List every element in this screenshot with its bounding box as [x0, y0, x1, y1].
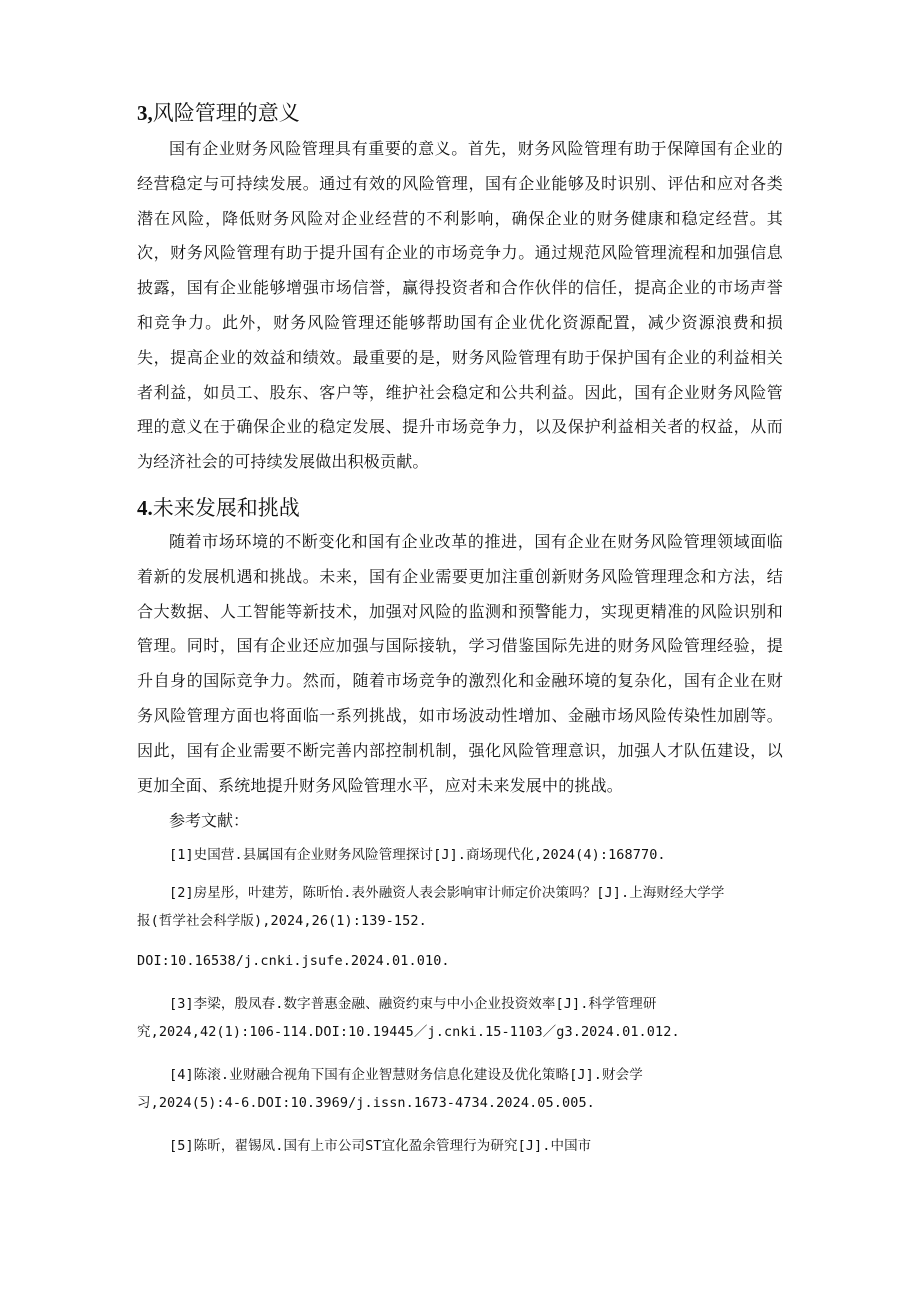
section-3-number: 3,	[137, 101, 153, 125]
reference-3-line1: [3]李梁，殷凤春.数字普惠金融、融资约束与中小企业投资效率[J].科学管理研	[169, 996, 657, 1013]
reference-3	[137, 990, 783, 1046]
section-4-heading	[137, 493, 783, 523]
section-4-paragraph: 随着市场环境的不断变化和国有企业改革的推进，国有企业在财务风险管理领域面临着新的发展机遇和挑战。未来，国有企业需要更加注重创新财务风险管理理念和方法，结合大数据、人工智能等新技术，加强对风险的监测和预警能力，实现更精准的风险识别和管理。同时，国有企业还应加强与国际接轨，学习借鉴国际先进的财务风险管理经验，提升自身的国际竞争力。然而，随着市场竞争的激烈化和金融环境的复杂化，国有企业在财务风险管理方面也将面临一系列挑战，如市场波动性增加、金融市场风险传染性加剧等。因此，国有企业需要不断完善内部控制机制，强化风险管理意识，加强人才队伍建设，以更加全面、系统地提升财务风险管理水平，应对未来发展中的挑战。	[137, 531, 783, 795]
reference-1-line1: [1]史国营.县属国有企业财务风险管理探讨[J].商场现代化,2024(4):168770.	[169, 847, 666, 864]
reference-4-line1: [4]陈滚.业财融合视角下国有企业智慧财务信息化建设及优化策略[J].财会学	[169, 1067, 643, 1084]
section-4-number: 4.	[137, 495, 153, 520]
section-3-heading	[137, 98, 783, 128]
section-3-paragraph: 国有企业财务风险管理具有重要的意义。首先，财务风险管理有助于保障国有企业的经营稳定与可持续发展。通过有效的风险管理，国有企业能够及时识别、评估和应对各类潜在风险，降低财务风险对企业经营的不利影响，确保企业的财务健康和稳定经营。其次，财务风险管理有助于提升国有企业的市场竞争力。通过规范风险管理流程和加强信息披露，国有企业能够增强市场信誉，赢得投资者和合作伙伴的信任，提高企业的市场声誉和竞争力。此外，财务风险管理还能够帮助国有企业优化资源配置，减少资源浪费和损失，提高企业的效益和绩效。最重要的是，财务风险管理有助于保护国有企业的利益相关者利益，如员工、股东、客户等，维护社会稳定和公共利益。因此，国有企业财务风险管理的意义在于确保企业的稳定发展、提升市场竞争力，以及保护利益相关者的权益，从而为经济社会的可持续发展做出积极贡献。	[137, 139, 783, 472]
reference-1	[137, 841, 783, 869]
reference-5-line1: [5]陈昕，翟锡凤.国有上市公司ST宜化盈余管理行为研究[J].中国市	[169, 1138, 592, 1155]
reference-4	[137, 1061, 783, 1117]
reference-3-line2: 究,2024,42(1):106-114.DOI:10.19445／j.cnki.15-1103／g3.2024.01.012.	[137, 1024, 680, 1041]
reference-2-line1: [2]房星彤，叶建芳，陈昕怡.表外融资人表会影响审计师定价决策吗？[J].上海财经大学学	[169, 885, 725, 902]
reference-4-line2: 习,2024(5):4-6.DOI:10.3969/j.issn.1673-4734.2024.05.005.	[137, 1095, 595, 1112]
page-content	[137, 98, 783, 1160]
section-3-title: 风险管理的意义	[152, 101, 300, 125]
section-4-title: 未来发展和挑战	[152, 495, 300, 520]
reference-2	[137, 879, 783, 935]
reference-2-doi: DOI:10.16538/j.cnki.jsufe.2024.01.010.	[137, 953, 450, 970]
references-heading: 参考文献：	[169, 811, 250, 831]
reference-2-line2: 报(哲学社会科学版),2024,26(1):139-152.	[137, 913, 427, 930]
reference-5	[137, 1132, 783, 1160]
